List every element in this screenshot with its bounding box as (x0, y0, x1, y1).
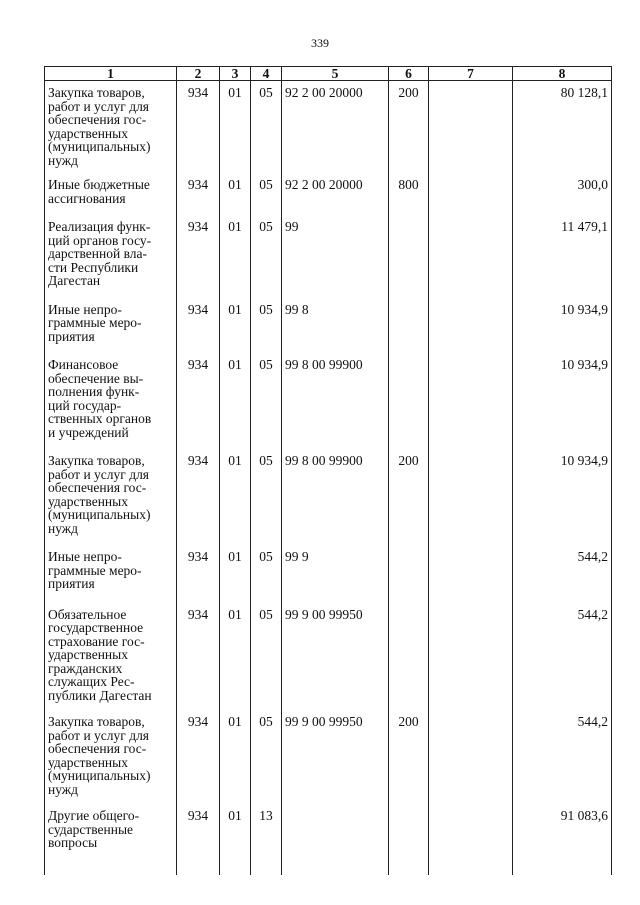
row-name: Иные бюджетные ассигнования (45, 173, 177, 215)
section-code: 01 (220, 173, 251, 215)
col7-cell (429, 449, 513, 545)
amount: 300,0 (513, 173, 612, 215)
ministry-code: 934 (177, 710, 220, 804)
col7-cell (429, 545, 513, 603)
header-col-7: 7 (429, 67, 513, 81)
table-body (45, 81, 612, 876)
target-article (282, 804, 389, 875)
target-article: 99 9 00 99950 (282, 603, 389, 711)
ministry-code: 934 (177, 449, 220, 545)
subsection-code: 05 (251, 298, 282, 354)
ministry-code: 934 (177, 545, 220, 603)
amount: 544,2 (513, 603, 612, 711)
row-name: Реализация функ- ций органов госу- дарственной вла- сти Республики Дагестан (45, 215, 177, 298)
subsection-code: 05 (251, 545, 282, 603)
amount: 544,2 (513, 710, 612, 804)
header-col-1: 1 (45, 67, 177, 81)
table-row (45, 353, 612, 449)
subsection-code: 05 (251, 81, 282, 174)
ministry-code: 934 (177, 298, 220, 354)
col7-cell (429, 298, 513, 354)
expense-type: 800 (389, 173, 429, 215)
col7-cell (429, 81, 513, 174)
row-name: Закупка товаров, работ и услуг для обеспечения гос- ударственных (муниципальных) нужд (45, 81, 177, 174)
amount: 544,2 (513, 545, 612, 603)
subsection-code: 05 (251, 603, 282, 711)
amount: 91 083,6 (513, 804, 612, 875)
expense-type: 200 (389, 81, 429, 174)
target-article: 99 8 00 99900 (282, 353, 389, 449)
col7-cell (429, 710, 513, 804)
section-code: 01 (220, 710, 251, 804)
ministry-code: 934 (177, 173, 220, 215)
expense-type (389, 298, 429, 354)
ministry-code: 934 (177, 215, 220, 298)
table-row (45, 449, 612, 545)
section-code: 01 (220, 449, 251, 545)
table-row (45, 545, 612, 603)
table-row (45, 173, 612, 215)
subsection-code: 05 (251, 449, 282, 545)
amount: 10 934,9 (513, 298, 612, 354)
amount: 10 934,9 (513, 353, 612, 449)
expense-type: 200 (389, 449, 429, 545)
table-row (45, 710, 612, 804)
subsection-code: 05 (251, 215, 282, 298)
section-code: 01 (220, 353, 251, 449)
table-row (45, 298, 612, 354)
table-row (45, 603, 612, 711)
target-article: 99 8 (282, 298, 389, 354)
col7-cell (429, 603, 513, 711)
subsection-code: 13 (251, 804, 282, 875)
amount: 80 128,1 (513, 81, 612, 174)
row-name: Закупка товаров, работ и услуг для обеспечения гос- ударственных (муниципальных) нужд (45, 710, 177, 804)
target-article: 99 (282, 215, 389, 298)
subsection-code: 05 (251, 173, 282, 215)
header-row (45, 67, 612, 81)
amount: 10 934,9 (513, 449, 612, 545)
section-code: 01 (220, 804, 251, 875)
table-row (45, 215, 612, 298)
section-code: 01 (220, 545, 251, 603)
expense-type (389, 545, 429, 603)
expense-type (389, 603, 429, 711)
subsection-code: 05 (251, 710, 282, 804)
amount: 11 479,1 (513, 215, 612, 298)
target-article: 99 9 (282, 545, 389, 603)
row-name: Обязательное государственное страхование гос- ударственных гражданских служащих Рес- публики Дагестан (45, 603, 177, 711)
expense-type (389, 804, 429, 875)
table-row (45, 804, 612, 875)
subsection-code: 05 (251, 353, 282, 449)
target-article: 92 2 00 20000 (282, 173, 389, 215)
target-article: 92 2 00 20000 (282, 81, 389, 174)
header-col-4: 4 (251, 67, 282, 81)
ministry-code: 934 (177, 603, 220, 711)
expense-type (389, 215, 429, 298)
section-code: 01 (220, 298, 251, 354)
target-article: 99 8 00 99900 (282, 449, 389, 545)
row-name: Закупка товаров, работ и услуг для обеспечения гос- ударственных (муниципальных) нужд (45, 449, 177, 545)
target-article: 99 9 00 99950 (282, 710, 389, 804)
header-col-5: 5 (282, 67, 389, 81)
expense-type (389, 353, 429, 449)
col7-cell (429, 804, 513, 875)
row-name: Другие общего- сударственные вопросы (45, 804, 177, 875)
page-number: 339 (311, 36, 329, 50)
ministry-code: 934 (177, 81, 220, 174)
table-row (45, 81, 612, 174)
header-col-3: 3 (220, 67, 251, 81)
section-code: 01 (220, 81, 251, 174)
col7-cell (429, 353, 513, 449)
expense-type: 200 (389, 710, 429, 804)
header-col-2: 2 (177, 67, 220, 81)
section-code: 01 (220, 215, 251, 298)
col7-cell (429, 215, 513, 298)
budget-table (44, 66, 612, 875)
header-col-8: 8 (513, 67, 612, 81)
section-code: 01 (220, 603, 251, 711)
ministry-code: 934 (177, 353, 220, 449)
header-col-6: 6 (389, 67, 429, 81)
table-header (45, 67, 612, 81)
ministry-code: 934 (177, 804, 220, 875)
row-name: Иные непро- граммные меро- приятия (45, 298, 177, 354)
row-name: Финансовое обеспечение вы- полнения функ- ций государ- ственных органов и учреждений (45, 353, 177, 449)
row-name: Иные непро- граммные меро- приятия (45, 545, 177, 603)
col7-cell (429, 173, 513, 215)
